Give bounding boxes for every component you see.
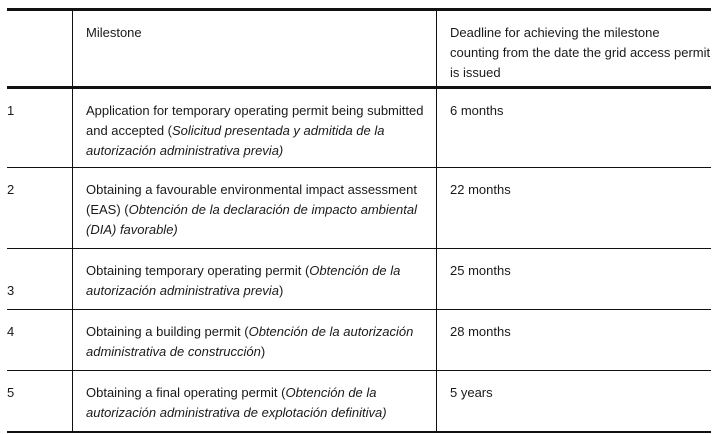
milestone-english: Obtaining a favourable environmental impact assessment (EAS) ( [86, 182, 417, 217]
milestone-english: Obtaining a final operating permit ( [86, 385, 286, 400]
header-row [7, 10, 711, 88]
row-number: 3 [7, 249, 73, 310]
header-deadline: Deadline for achieving the milestone counting from the date the grid access permit is issued [450, 25, 711, 80]
milestone-spanish: Obtención de la autorización administrativa de explotación definitiva) [86, 385, 387, 420]
table-row [7, 371, 711, 433]
header-number [7, 10, 73, 88]
table-row [7, 88, 711, 168]
row-deadline: 6 months [450, 103, 504, 118]
row-milestone [73, 310, 437, 371]
milestone-spanish: Solicitud presentada y admitida de la autorización administrativa previa) [86, 123, 385, 158]
milestone-close: ) [260, 344, 266, 359]
row-milestone [73, 371, 437, 433]
row-number: 1 [7, 88, 73, 168]
milestone-close: ) [278, 283, 284, 298]
row-deadline: 25 months [450, 263, 511, 278]
milestone-spanish: Obtención de la declaración de impacto ambiental (DIA) favorable) [86, 202, 417, 237]
milestones-table [7, 8, 711, 433]
milestone-spanish: Obtención de la autorización administrativa de construcción [86, 324, 414, 359]
row-deadline: 5 years [450, 385, 493, 400]
row-milestone [73, 249, 437, 310]
row-milestone [73, 168, 437, 249]
table-row [7, 168, 711, 249]
milestone-english: Application for temporary operating permit being submitted and accepted ( [86, 103, 424, 138]
header-milestone: Milestone [73, 10, 437, 88]
milestone-english: Obtaining a building permit ( [86, 324, 249, 339]
table-body [7, 88, 711, 433]
row-milestone [73, 88, 437, 168]
row-number: 2 [7, 168, 73, 249]
table-row [7, 310, 711, 371]
table-header [7, 10, 711, 88]
row-deadline: 22 months [450, 182, 511, 197]
table-row [7, 249, 711, 310]
row-number: 5 [7, 371, 73, 433]
row-number: 4 [7, 310, 73, 371]
row-deadline: 28 months [450, 324, 511, 339]
milestone-english: Obtaining temporary operating permit ( [86, 263, 310, 278]
milestone-spanish: Obtención de la autorización administrativa previa [86, 263, 401, 298]
